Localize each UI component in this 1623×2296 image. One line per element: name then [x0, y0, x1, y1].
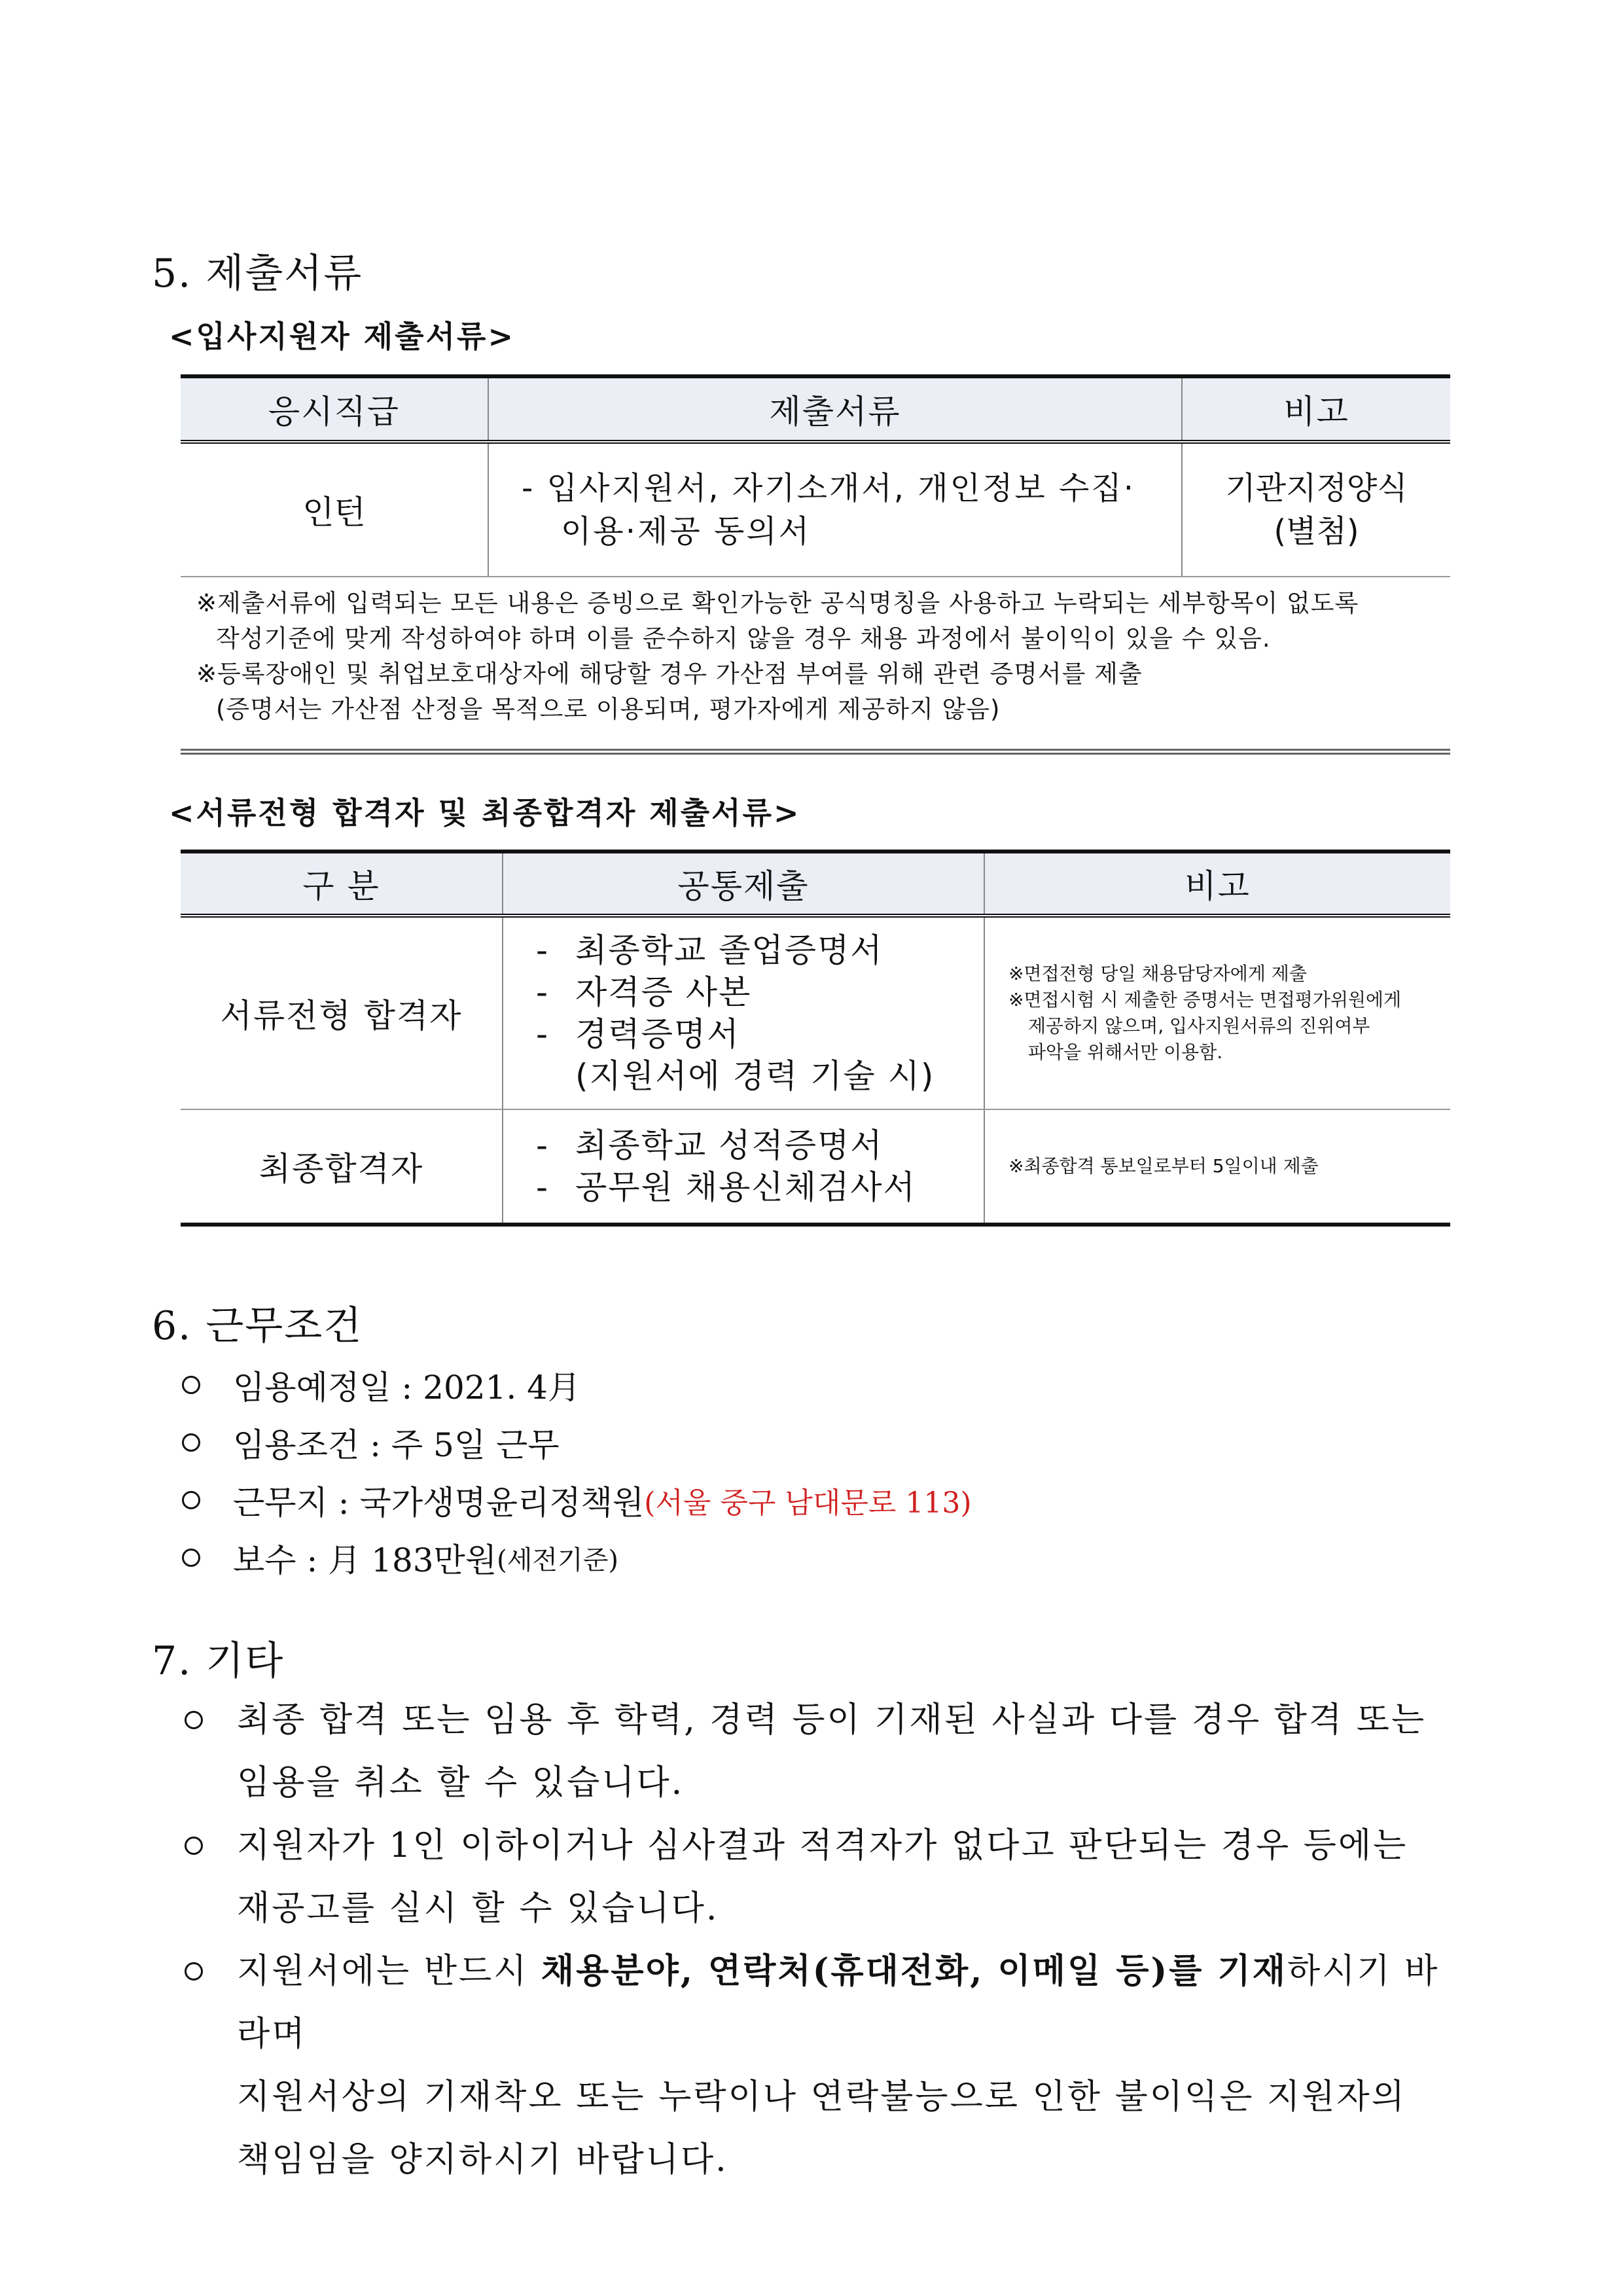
documents-line2: 이용·제공 동의서	[561, 513, 812, 550]
table1-header-documents: 제출서류	[488, 376, 1182, 442]
category-document-passer: 서류전형 합격자	[220, 997, 463, 1035]
remarks-line2: (별첨)	[1274, 513, 1359, 550]
section7-heading: 7. 기타	[152, 1638, 285, 1684]
work-condition-location: 근무지 : 국가생명윤리정책원 (서울 중구 남대문로 113)	[182, 1477, 972, 1524]
table2-row1-remarks	[984, 916, 1450, 1109]
section6-heading: 6. 근무조건	[152, 1303, 363, 1349]
location-address: (서울 중구 남대문로 113)	[644, 1486, 972, 1520]
table2-row2-category	[181, 1109, 503, 1225]
table2-row2-items	[503, 1109, 984, 1225]
table1-documents-cell	[488, 442, 1182, 577]
position-intern: 인턴	[302, 493, 366, 531]
pay-basis: (세전기준)	[497, 1545, 618, 1575]
list-item: (지원서에 경력 기술 시)	[575, 1057, 935, 1095]
circle-bullet-icon	[182, 1376, 200, 1394]
list-item: - 최종학교 졸업증명서	[536, 931, 883, 969]
remark-line: 제공하지 않으며, 입사지원서류의 진위여부	[1028, 1015, 1370, 1037]
note-line: ※등록장애인 및 취업보호대상자에 해당할 경우 가산점 부여를 위해 관련 증명서를 제출	[196, 660, 1143, 688]
other-paragraph-3: 지원서에는 반드시 채용분야, 연락처(휴대전화, 이메일 등)를 기재하시기 바라며 지원서상의 기재착오 또는 누락이나 연락불능으로 인한 불이익은 지원자의 책임임을 양지하시기 바랍니다.	[237, 1940, 1454, 2191]
list-item: - 자격증 사본	[536, 973, 752, 1011]
table1-bottom-rule	[181, 749, 1450, 755]
circle-bullet-icon	[182, 1549, 200, 1567]
work-condition-start-date: 임용예정일 : 2021. 4月	[182, 1361, 580, 1408]
table1-header-remarks: 비고	[1182, 376, 1450, 442]
list-item: - 경력증명서	[536, 1015, 740, 1053]
other-paragraph-2: 지원자가 1인 이하이거나 심사결과 적격자가 없다고 판단되는 경우 등에는 재공고를 실시 할 수 있습니다.	[237, 1814, 1454, 1940]
remark-line: ※면접시험 시 제출한 증명서는 면접평가위원에게	[1008, 989, 1402, 1011]
emphasis-text: 채용분야, 연락처(휴대전화, 이메일 등)를 기재	[541, 1951, 1287, 1991]
documents-line1: - 입사지원서, 자기소개서, 개인정보 수집·	[522, 470, 1136, 507]
remark-line: ※최종합격 통보일로부터 5일이내 제출	[1008, 1155, 1319, 1177]
table1-header-position: 응시직급	[181, 376, 488, 442]
table-passer-documents	[181, 850, 1450, 1227]
table2-header-remarks: 비고	[984, 852, 1450, 916]
category-final-passer: 최종합격자	[259, 1150, 424, 1188]
remark-line: 파악을 위해서만 이용함.	[1028, 1041, 1223, 1063]
remarks-line1: 기관지정양식	[1225, 470, 1408, 507]
table1-position-cell	[181, 442, 488, 577]
note-line: (증명서는 가산점 산정을 목적으로 이용되며, 평가자에게 제공하지 않음)	[216, 695, 1001, 723]
circle-bullet-icon	[185, 1962, 203, 1981]
table2-row1-items	[503, 916, 984, 1109]
list-item: - 공무원 채용신체검사서	[536, 1168, 916, 1206]
list-item: - 최종학교 성적증명서	[536, 1126, 883, 1164]
work-condition-pay: 보수 : 月 183만원 (세전기준)	[182, 1534, 618, 1581]
other-paragraph-1: 최종 합격 또는 임용 후 학력, 경력 등이 기재된 사실과 다를 경우 합격 또는 임용을 취소 할 수 있습니다.	[237, 1689, 1454, 1814]
remark-line: ※면접전형 당일 채용담당자에게 제출	[1008, 963, 1307, 984]
table2-header-common: 공통제출	[503, 852, 984, 916]
circle-bullet-icon	[185, 1837, 203, 1855]
circle-bullet-icon	[182, 1491, 200, 1509]
table2-caption: <서류전형 합격자 및 최종합격자 제출서류>	[169, 795, 801, 831]
table1-remarks-cell	[1182, 442, 1450, 577]
table2-row1-category	[181, 916, 503, 1109]
note-line: 작성기준에 맞게 작성하여야 하며 이를 준수하지 않을 경우 채용 과정에서 불이익이 있을 수 있음.	[216, 624, 1271, 653]
table2-row2-remarks	[984, 1109, 1450, 1225]
table1-caption: <입사지원자 제출서류>	[169, 319, 516, 354]
circle-bullet-icon	[182, 1433, 200, 1452]
work-condition-terms: 임용조건 : 주 5일 근무	[182, 1419, 560, 1466]
circle-bullet-icon	[185, 1711, 203, 1729]
section5-heading: 5. 제출서류	[152, 251, 363, 296]
table-applicant-documents	[181, 374, 1450, 577]
note-line: ※제출서류에 입력되는 모든 내용은 증빙으로 확인가능한 공식명칭을 사용하고 누락되는 세부항목이 없도록	[196, 589, 1359, 617]
table2-header-category: 구 분	[181, 852, 503, 916]
table1-notes	[196, 586, 1459, 727]
